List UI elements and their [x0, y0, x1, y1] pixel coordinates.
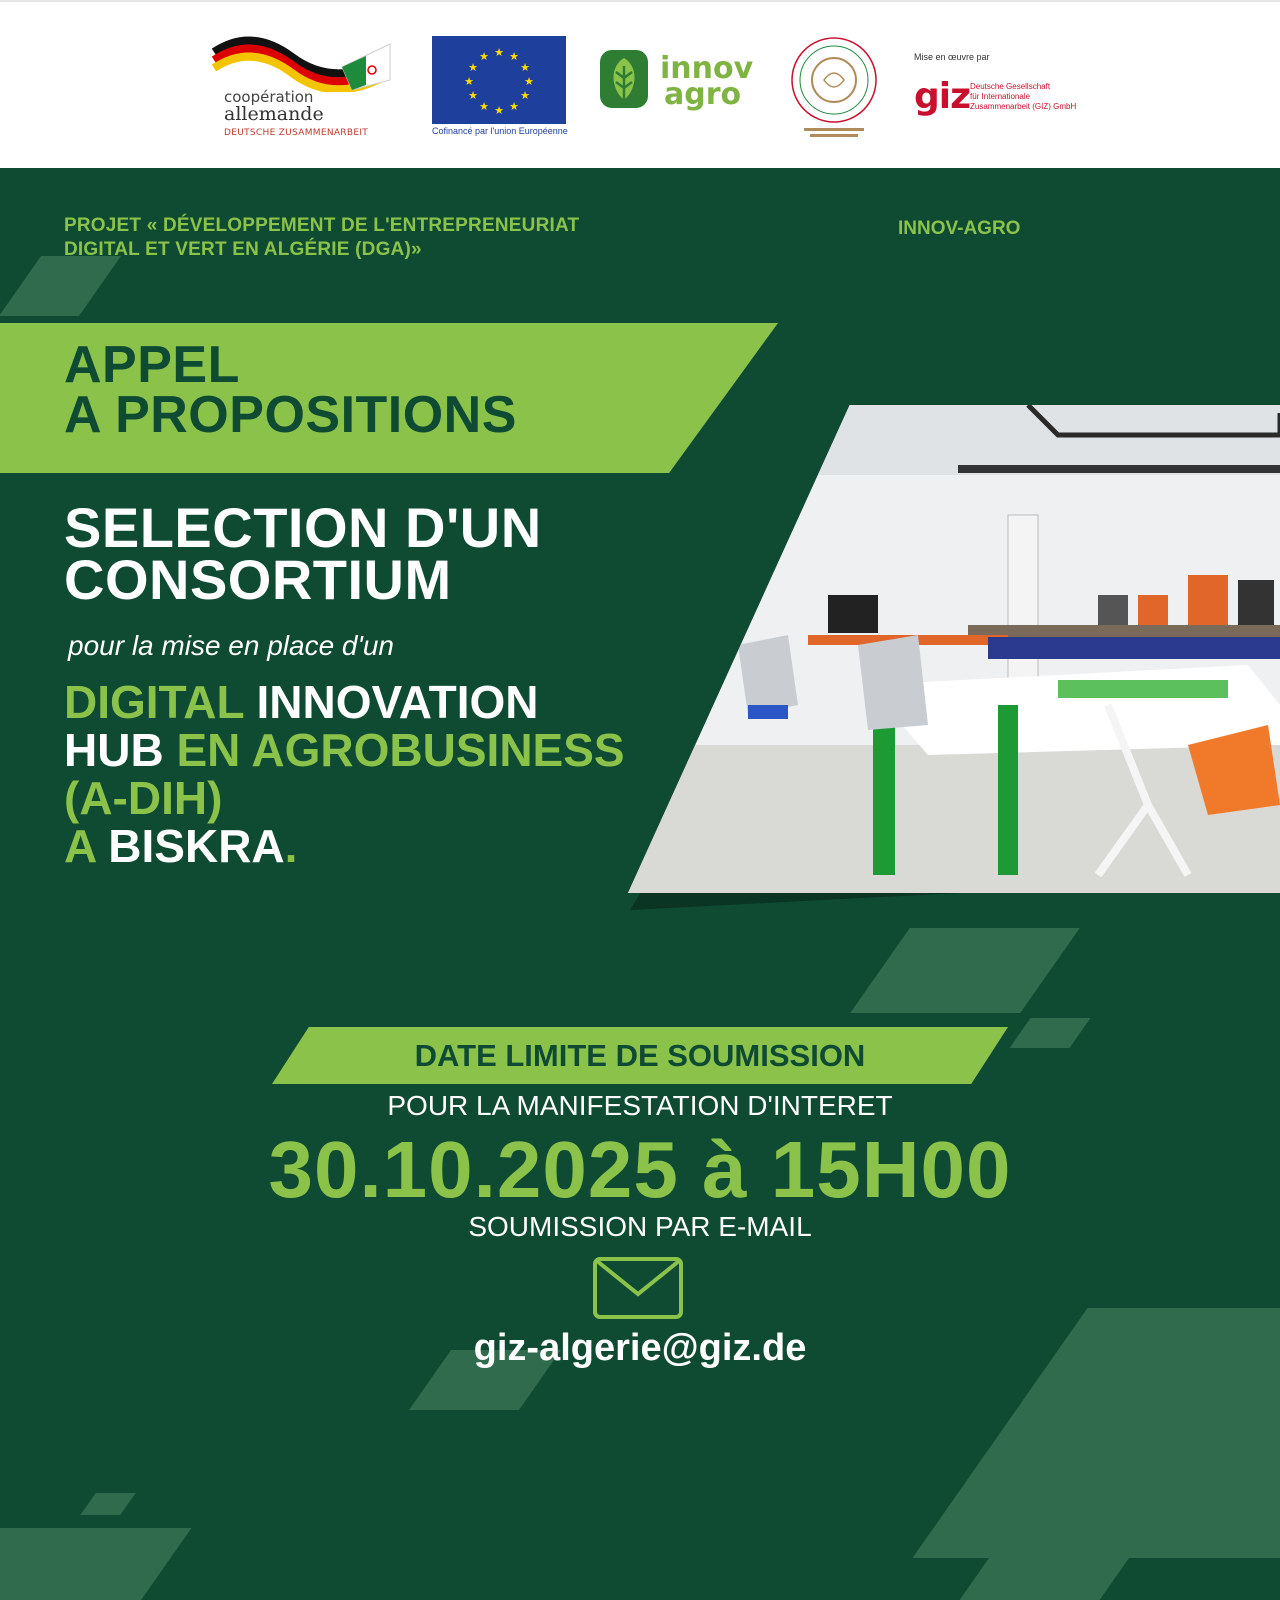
envelope-icon: [592, 1256, 684, 1320]
eu-flag-icon: [432, 36, 566, 124]
decor-shape: [0, 256, 121, 316]
coop-line3: DEUTSCHE ZUSAMMENARBEIT: [224, 128, 369, 138]
german-algerian-ribbon-icon: [212, 32, 402, 92]
deadline-purpose: POUR LA MANIFESTATION D'INTERET: [387, 1090, 893, 1121]
project-title: PROJET « DÉVELOPPEMENT DE L'ENTREPRENEURIAT DIGITAL ET VERT EN ALGÉRIE (DGA)»: [64, 215, 580, 260]
decor-shape: [80, 1493, 135, 1515]
deadline-date: 30.10.2025 à 15H00: [268, 1125, 1012, 1214]
decor-shape: [947, 1558, 1129, 1600]
hub-title: DIGITAL INNOVATION HUB EN AGROBUSINESS (A-DIH) A BISKRA.: [64, 676, 625, 872]
giz-wordmark: giz: [914, 76, 971, 117]
svg-text:★: ★: [468, 89, 478, 102]
svg-text:★: ★: [509, 100, 519, 113]
svg-text:★: ★: [520, 89, 530, 102]
svg-text:★: ★: [479, 100, 489, 113]
svg-text:★: ★: [520, 61, 530, 74]
eu-caption: Cofinancé par l'union Européenne: [432, 126, 568, 136]
coop-line1: coopération: [224, 88, 314, 106]
contact-email[interactable]: giz-algerie@giz.de: [473, 1327, 807, 1369]
svg-text:★: ★: [524, 75, 534, 88]
cooperation-allemande-logo: [212, 32, 402, 142]
giz-fullname: Deutsche Gesellschaft für Internationale Zusammenarbeit (GIZ) GmbH: [970, 82, 1077, 111]
svg-text:★: ★: [509, 50, 519, 63]
deadline-label: DATE LIMITE DE SOUMISSION: [414, 1038, 866, 1073]
logo-header: [0, 0, 1280, 170]
decor-shape: [0, 1528, 192, 1600]
innov-line1: innov: [660, 51, 754, 86]
innov-agro-logo: [598, 42, 758, 124]
svg-text:★: ★: [494, 104, 504, 117]
svg-text:★: ★: [468, 61, 478, 74]
eu-logo: [432, 36, 566, 139]
selection-subtitle: pour la mise en place d'un: [68, 630, 394, 661]
svg-text:★: ★: [479, 50, 489, 63]
svg-text:★: ★: [494, 46, 504, 59]
innov-line2: agro: [664, 77, 742, 112]
decor-shape: [850, 928, 1080, 1013]
project-tag: INNOV-AGRO: [898, 218, 1021, 239]
giz-implemented-by: Mise en œuvre par: [914, 52, 990, 62]
submission-method: SOUMISSION PAR E-MAIL: [468, 1211, 812, 1242]
selection-title: SELECTION D'UN CONSORTIUM: [64, 496, 542, 611]
decor-shape: [1009, 1018, 1090, 1048]
leaf-circuit-icon: [598, 44, 650, 114]
call-title: APPEL A PROPOSITIONS: [64, 336, 517, 444]
svg-text:★: ★: [464, 75, 474, 88]
ministry-seal-icon: [786, 36, 882, 140]
giz-logo: [910, 50, 1077, 130]
ministry-seal-logo: [786, 36, 882, 140]
coop-line2: allemande: [224, 103, 324, 125]
